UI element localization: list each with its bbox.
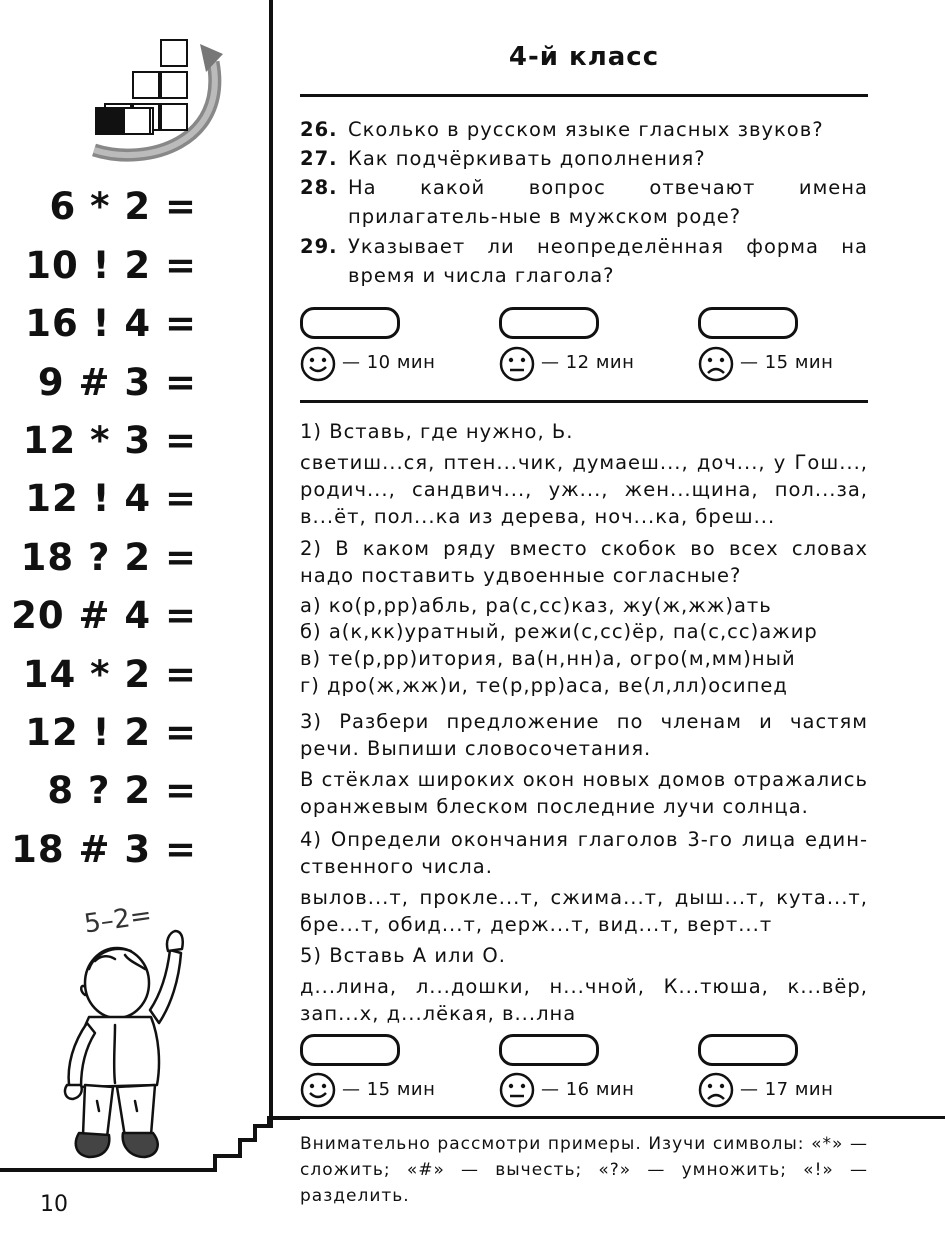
answer-box[interactable]: [300, 307, 400, 339]
task-2-option-c: в) те(р,рр)итория, ва(н,нн)а, огро(м,мм)ный: [300, 647, 796, 670]
equation: 18 # 3 =: [11, 828, 197, 871]
section-rule: [300, 400, 868, 403]
question-text: Указывает ли неопределённая форма на время и числа глагола?: [348, 235, 868, 287]
task-5-words: д...лина, л...дошки, н...чной, К...тюша, к...вёр, зап...х, д...лёкая, в...лна: [300, 975, 868, 1025]
question-number: 27.: [300, 147, 338, 170]
answer-box[interactable]: [499, 307, 599, 339]
equation: 16 ! 4 =: [25, 302, 197, 345]
happy-face-icon: [300, 346, 336, 382]
task-2-option-d: г) дро(ж,жж)и, те(р,рр)аса, ве(л,лл)осипед: [300, 674, 788, 697]
neutral-face-icon: [499, 1072, 535, 1108]
answer-box[interactable]: [698, 307, 798, 339]
timer-label: — 17 мин: [740, 1079, 834, 1100]
task-1-words: светиш...ся, птен...чик, думаеш..., доч..., у Гош..., родич..., сандвич..., уж..., жен...щина, пол...за, в...ёт, пол...ка из дерева, ноч...ка, бреш...: [300, 451, 868, 528]
happy-face-icon: [300, 1072, 336, 1108]
equation: 8 ? 2 =: [47, 769, 197, 812]
question-text: Как подчёркивать дополнения?: [348, 147, 706, 170]
question-item: [300, 115, 868, 144]
question-number: 29.: [300, 235, 338, 258]
task-2-option-a: а) ко(р,рр)абль, ра(с,сс)каз, жу(ж,жж)ать: [300, 594, 772, 617]
page-title: 4-й класс: [508, 42, 660, 72]
equation: 12 * 3 =: [22, 419, 197, 462]
timer-label: — 16 мин: [541, 1079, 635, 1100]
timer-label: — 10 мин: [342, 352, 436, 373]
equation: 20 # 4 =: [11, 594, 197, 637]
sad-face-icon: [698, 1072, 734, 1108]
timer-label: — 15 мин: [740, 352, 834, 373]
chalk-writing: 5–2=: [82, 900, 154, 940]
column-divider: [269, 0, 273, 1128]
task-4-title: 4) Определи окончания глаголов 3-го лица един-ственного числа.: [300, 828, 868, 878]
stair-step-line: [0, 1112, 300, 1182]
sad-face-icon: [698, 346, 734, 382]
task-1-title: 1) Вставь, где нужно, Ь.: [300, 420, 574, 443]
timer-label: — 12 мин: [541, 352, 635, 373]
timer-label: — 15 мин: [342, 1079, 436, 1100]
equation: 12 ! 2 =: [25, 711, 197, 754]
answer-box[interactable]: [698, 1034, 798, 1066]
equation: 14 * 2 =: [22, 653, 197, 696]
equation: 6 * 2 =: [49, 185, 197, 228]
neutral-face-icon: [499, 346, 535, 382]
equation: 18 ? 2 =: [20, 536, 197, 579]
equation: 12 ! 4 =: [25, 477, 197, 520]
equation: 10 ! 2 =: [25, 244, 197, 287]
question-number: 28.: [300, 176, 338, 199]
question-text: На какой вопрос отвечают имена прилагатель-ные в мужском роде?: [348, 176, 868, 228]
footer-rule: [273, 1116, 945, 1119]
task-4-words: вылов...т, прокле...т, сжима...т, дыш...т, кута...т, бре...т, обид...т, держ...т, вид...т, верт...т: [300, 886, 868, 936]
page-number: 10: [40, 1192, 68, 1217]
task-3-sentence: В стёклах широких окон новых домов отражались оранжевым блеском последние лучи солнца.: [300, 768, 868, 818]
question-item: [300, 173, 868, 231]
task-2-title: 2) В каком ряду вместо скобок во всех словах надо поставить удвоенные согласные?: [300, 537, 868, 587]
task-3-title: 3) Разбери предложение по членам и частям речи. Выпиши словосочетания.: [300, 710, 868, 760]
answer-box[interactable]: [300, 1034, 400, 1066]
question-text: Сколько в русском языке гласных звуков?: [348, 118, 824, 141]
question-item: [300, 144, 868, 173]
equation: 9 # 3 =: [37, 361, 197, 404]
task-2-option-b: б) а(к,кк)уратный, режи(с,сс)ёр, па(с,сс)ажир: [300, 620, 818, 643]
question-item: [300, 232, 868, 290]
question-number: 26.: [300, 118, 338, 141]
footer-instructions: Внимательно рассмотри примеры. Изучи символы: «*» — сложить; «#» — вычесть; «?» — умножить; «!» — разделить.: [300, 1134, 868, 1206]
task-5-title: 5) Вставь А или О.: [300, 944, 506, 967]
stairs-arrow-icon: [88, 32, 228, 162]
title-rule: [300, 94, 868, 97]
answer-box[interactable]: [499, 1034, 599, 1066]
